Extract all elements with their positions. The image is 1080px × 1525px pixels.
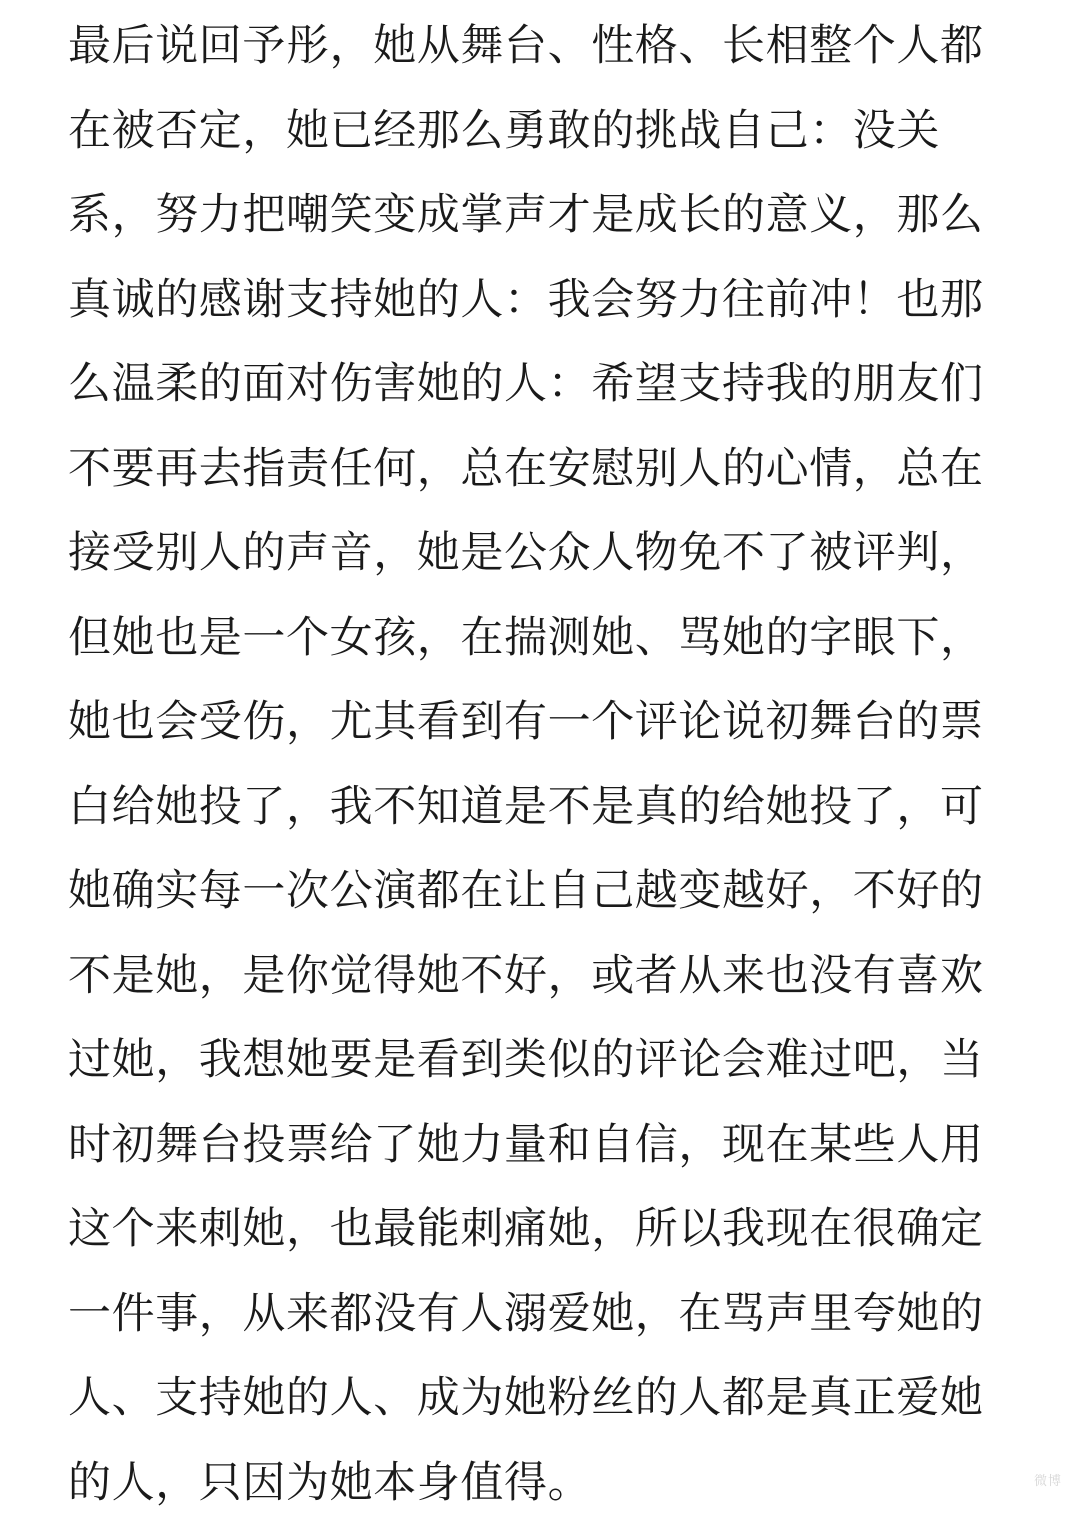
text-line-17: 人、支持她的人、成为她粉丝的人都是真正爱她 [68, 1356, 1028, 1441]
text-line-13: 过她，我想她要是看到类似的评论会难过吧，当 [68, 1018, 1028, 1103]
text-line-8: 但她也是一个女孩，在揣测她、骂她的字眼下， [68, 596, 1028, 681]
text-line-4: 真诚的感谢支持她的人：我会努力往前冲！也那 [68, 258, 1028, 343]
text-line-12: 不是她，是你觉得她不好，或者从来也没有喜欢 [68, 934, 1028, 1019]
text-line-1: 最后说回予彤，她从舞台、性格、长相整个人都 [68, 4, 1028, 89]
text-line-5: 么温柔的面对伤害她的人：希望支持我的朋友们 [68, 342, 1028, 427]
text-line-9: 她也会受伤，尤其看到有一个评论说初舞台的票 [68, 680, 1028, 765]
text-line-10: 白给她投了，我不知道是不是真的给她投了，可 [68, 765, 1028, 850]
article-text [68, 4, 1028, 1525]
text-line-16: 一件事，从来都没有人溺爱她，在骂声里夸她的 [68, 1272, 1028, 1357]
text-line-6: 不要再去指责任何，总在安慰别人的心情，总在 [68, 427, 1028, 512]
text-line-7: 接受别人的声音，她是公众人物免不了被评判， [68, 511, 1028, 596]
text-line-2: 在被否定，她已经那么勇敢的挑战自己：没关 [68, 89, 1028, 174]
text-line-15: 这个来刺她，也最能刺痛她，所以我现在很确定 [68, 1187, 1028, 1272]
watermark: 微博 [1034, 1470, 1062, 1489]
text-line-18: 的人，只因为她本身值得。 [68, 1441, 1028, 1525]
text-line-11: 她确实每一次公演都在让自己越变越好，不好的 [68, 849, 1028, 934]
text-line-3: 系，努力把嘲笑变成掌声才是成长的意义，那么 [68, 173, 1028, 258]
text-line-14: 时初舞台投票给了她力量和自信，现在某些人用 [68, 1103, 1028, 1188]
